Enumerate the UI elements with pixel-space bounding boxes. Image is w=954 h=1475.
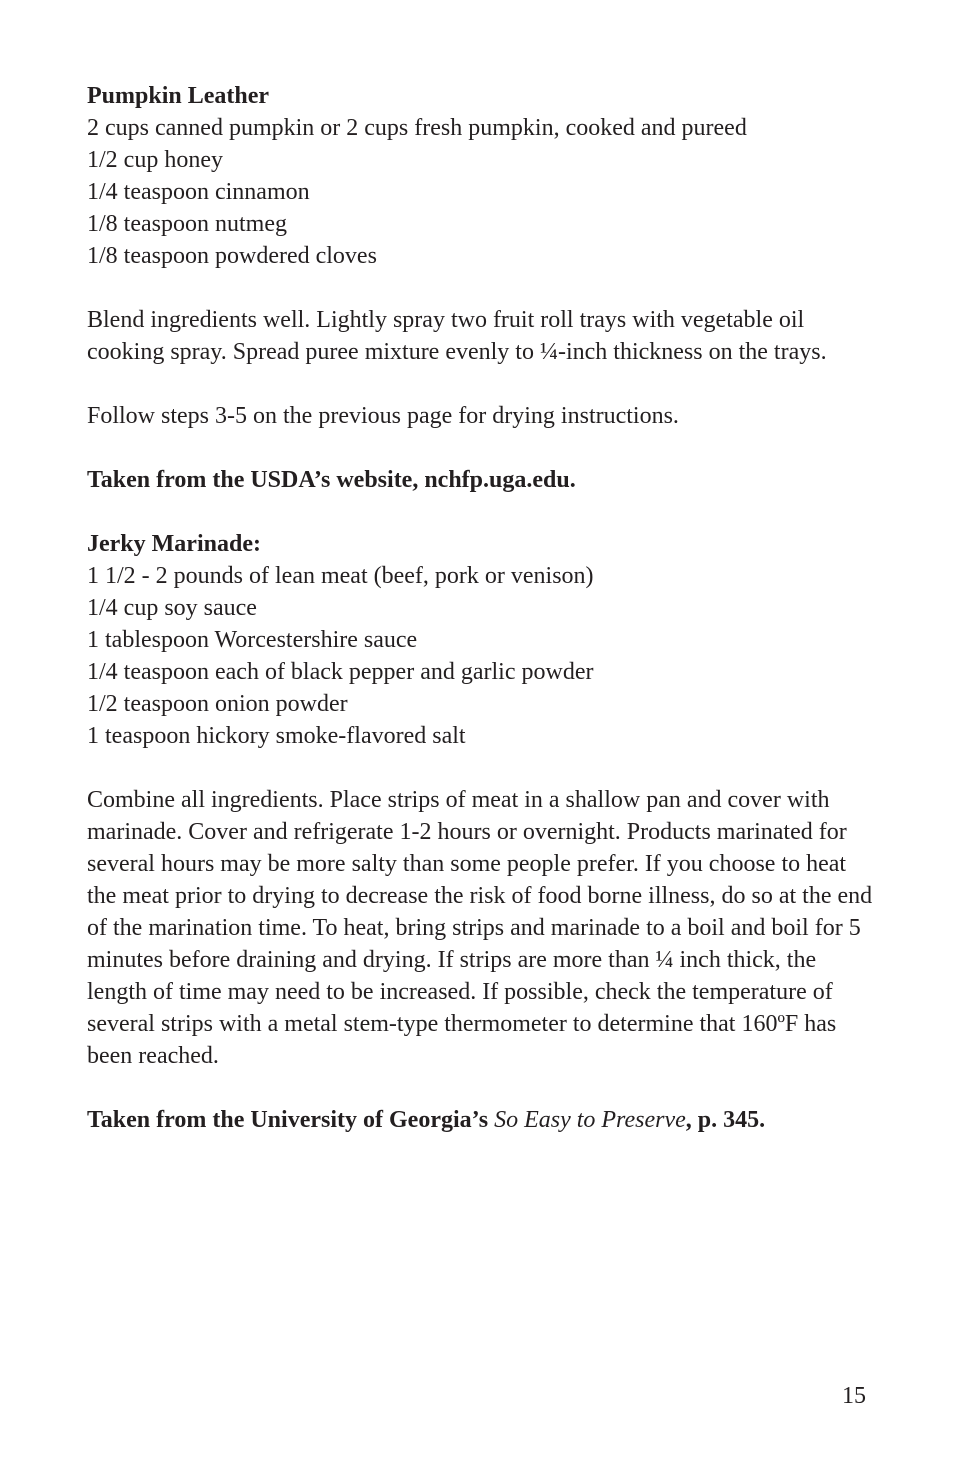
list-item: 1/4 teaspoon cinnamon xyxy=(87,179,310,205)
list-item: 1/8 teaspoon nutmeg xyxy=(87,211,287,237)
jerky-source xyxy=(87,1104,877,1136)
pumpkin-followup: Follow steps 3-5 on the previous page for drying instructions. xyxy=(87,403,679,429)
list-item: 1 1/2 - 2 pounds of lean meat (beef, pork or venison) xyxy=(87,563,594,589)
list-item: 1/2 cup honey xyxy=(87,147,223,173)
list-item: 1/2 teaspoon onion powder xyxy=(87,691,348,717)
list-item: 1 tablespoon Worcestershire sauce xyxy=(87,627,418,653)
document-page xyxy=(87,80,877,1136)
list-item: 1/8 teaspoon powdered cloves xyxy=(87,243,377,269)
pumpkin-instructions: Blend ingredients well. Lightly spray two fruit roll trays with vegetable oil cooking spray. Spread puree mixture evenly to ¼-inch thickness on the trays. xyxy=(87,307,827,365)
list-item: 1/4 teaspoon each of black pepper and garlic powder xyxy=(87,659,594,685)
jerky-marinade-title: Jerky Marinade: xyxy=(87,531,261,557)
jerky-source-suffix: , p. 345. xyxy=(685,1107,766,1133)
pumpkin-source: Taken from the USDA’s website, nchfp.uga.edu. xyxy=(87,467,576,493)
spacer xyxy=(87,752,877,784)
jerky-instructions: Combine all ingredients. Place strips of meat in a shallow pan and cover with marinade. Cover and refrigerate 1-2 hours or overnight. Products marinated for several hours may be more salty than some people prefer. If you choose to heat the meat prior to drying to decrease the risk of food borne illness, do so at the end of the marination time. To heat, bring strips and marinade to a boil and boil for 5 minutes before draining and drying. If strips are more than ¼ inch thick, the length of time may need to be increased. If possible, check the temperature of several strips with a metal stem-type thermometer to determine that 160ºF has been reached. xyxy=(87,787,873,1069)
spacer xyxy=(87,1072,877,1104)
jerky-source-prefix: Taken from the University of Georgia’s xyxy=(87,1107,495,1133)
page-number: 15 xyxy=(842,1383,866,1409)
spacer xyxy=(87,368,877,400)
pumpkin-leather-title: Pumpkin Leather xyxy=(87,83,270,109)
jerky-source-book: So Easy to Preserve xyxy=(494,1107,686,1133)
spacer xyxy=(87,432,877,464)
spacer xyxy=(87,272,877,304)
list-item: 1/4 cup soy sauce xyxy=(87,595,257,621)
pumpkin-ingredients-list xyxy=(87,112,877,272)
list-item: 2 cups canned pumpkin or 2 cups fresh pumpkin, cooked and pureed xyxy=(87,115,747,141)
spacer xyxy=(87,496,877,528)
list-item: 1 teaspoon hickory smoke-flavored salt xyxy=(87,723,466,749)
jerky-ingredients-list xyxy=(87,560,877,752)
